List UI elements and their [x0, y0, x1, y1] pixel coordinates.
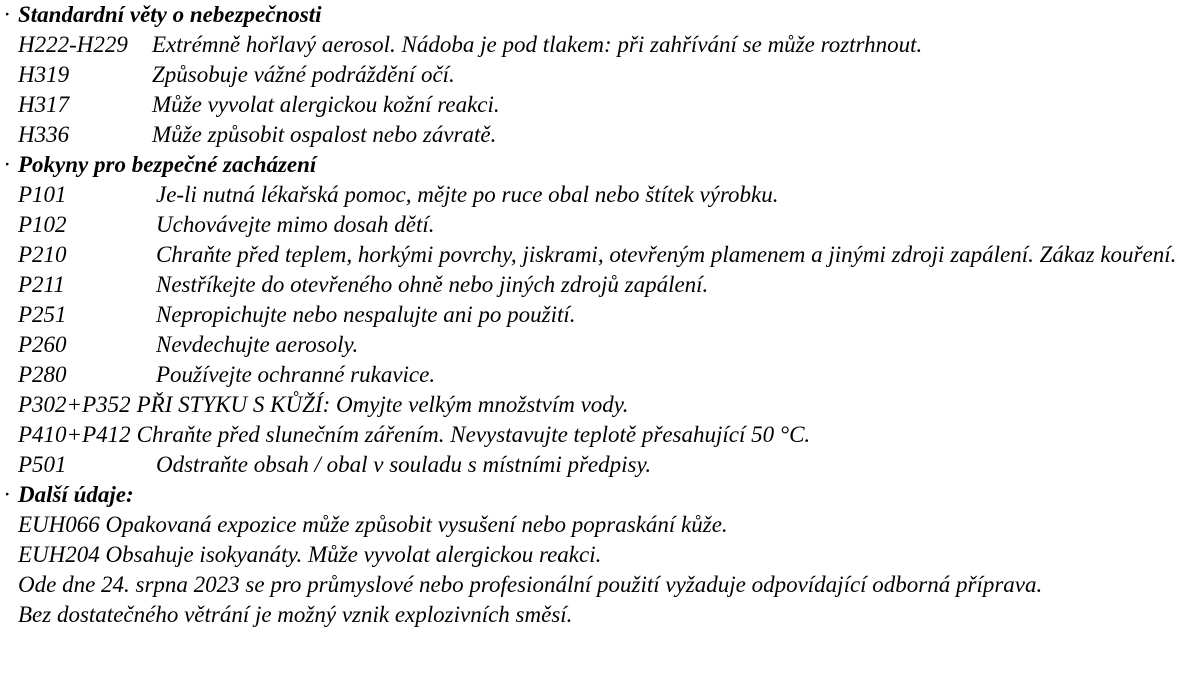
info-paragraph: EUH066 Opakovaná expozice může způsobit vysušení nebo popraskání kůže.	[18, 512, 728, 537]
statement-text: Nestříkejte do otevřeného ohně nebo jiných zdrojů zapálení.	[156, 272, 709, 297]
statement-text: Používejte ochranné rukavice.	[156, 362, 436, 387]
info-paragraph: Ode dne 24. srpna 2023 se pro průmyslové nebo profesionální použití vyžaduje odpovídající odborná příprava.	[18, 572, 1043, 597]
statement-row	[4, 390, 1194, 420]
statement-row	[4, 60, 1194, 90]
heading-text: Standardní věty o nebezpečnosti	[18, 2, 322, 27]
statement-text: PŘI STYKU S KŮŽÍ: Omyjte velkým množstvím vody.	[136, 392, 629, 417]
statement-row	[4, 90, 1194, 120]
statement-code: H336	[18, 122, 70, 147]
statement-text: Může vyvolat alergickou kožní reakci.	[152, 92, 500, 117]
statement-row	[4, 210, 1194, 240]
statement-text: Nevdechujte aerosoly.	[156, 332, 359, 357]
statement-code: H319	[18, 62, 70, 87]
statement-code: P302+P352	[18, 392, 131, 417]
statement-row	[4, 270, 1194, 300]
precautionary-statements-section	[4, 150, 1194, 480]
statement-row	[4, 120, 1194, 150]
statement-text: Nepropichujte nebo nespalujte ani po použití.	[156, 302, 576, 327]
statement-text: Chraňte před slunečním zářením. Nevystavujte teplotě přesahující 50 °C.	[136, 422, 811, 447]
info-paragraph: Bez dostatečného větrání je možný vznik explozivních směsí.	[18, 602, 573, 627]
hazard-statements-section	[4, 0, 1194, 150]
statement-code: P410+P412	[18, 422, 131, 447]
bullet: ·	[4, 482, 10, 507]
statement-text: Odstraňte obsah / obal v souladu s místními předpisy.	[156, 452, 652, 477]
statement-text: Chraňte před teplem, horkými povrchy, jiskrami, otevřeným plamenem a jinými zdroji zapálení. Zákaz kouření.	[156, 242, 1177, 267]
statement-text: Způsobuje vážné podráždění očí.	[152, 62, 455, 87]
statement-code: P101	[18, 182, 67, 207]
statement-code: P102	[18, 212, 67, 237]
statement-row	[4, 180, 1194, 210]
heading-text: Další údaje:	[18, 482, 134, 507]
statement-code: P251	[18, 302, 67, 327]
info-paragraph: EUH204 Obsahuje isokyanáty. Může vyvolat alergickou reakci.	[18, 542, 602, 567]
safety-data-sheet-section	[4, 0, 1194, 630]
statement-row	[4, 450, 1194, 480]
statement-text: Uchovávejte mimo dosah dětí.	[156, 212, 435, 237]
statement-row	[4, 360, 1194, 390]
heading-text: Pokyny pro bezpečné zacházení	[18, 152, 317, 177]
section-heading	[4, 0, 1194, 30]
statement-text: Extrémně hořlavý aerosol. Nádoba je pod tlakem: při zahřívání se může roztrhnout.	[152, 32, 923, 57]
statement-text: Může způsobit ospalost nebo závratě.	[152, 122, 497, 147]
statement-code: P260	[18, 332, 67, 357]
statement-row	[4, 420, 1194, 450]
statement-code: P211	[18, 272, 65, 297]
statement-row	[4, 240, 1194, 270]
bullet: ·	[4, 2, 10, 27]
statement-row	[4, 30, 1194, 60]
statement-code: H317	[18, 92, 70, 117]
statement-text: Je-li nutná lékařská pomoc, mějte po ruce obal nebo štítek výrobku.	[156, 182, 779, 207]
statement-code: P210	[18, 242, 67, 267]
statement-row	[4, 330, 1194, 360]
section-heading	[4, 150, 1194, 180]
statement-code: H222-H229	[18, 32, 128, 57]
bullet: ·	[4, 152, 10, 177]
section-heading	[4, 480, 1194, 510]
statement-row	[4, 300, 1194, 330]
additional-information-section	[4, 480, 1194, 630]
statement-code: P280	[18, 362, 67, 387]
statement-code: P501	[18, 452, 67, 477]
